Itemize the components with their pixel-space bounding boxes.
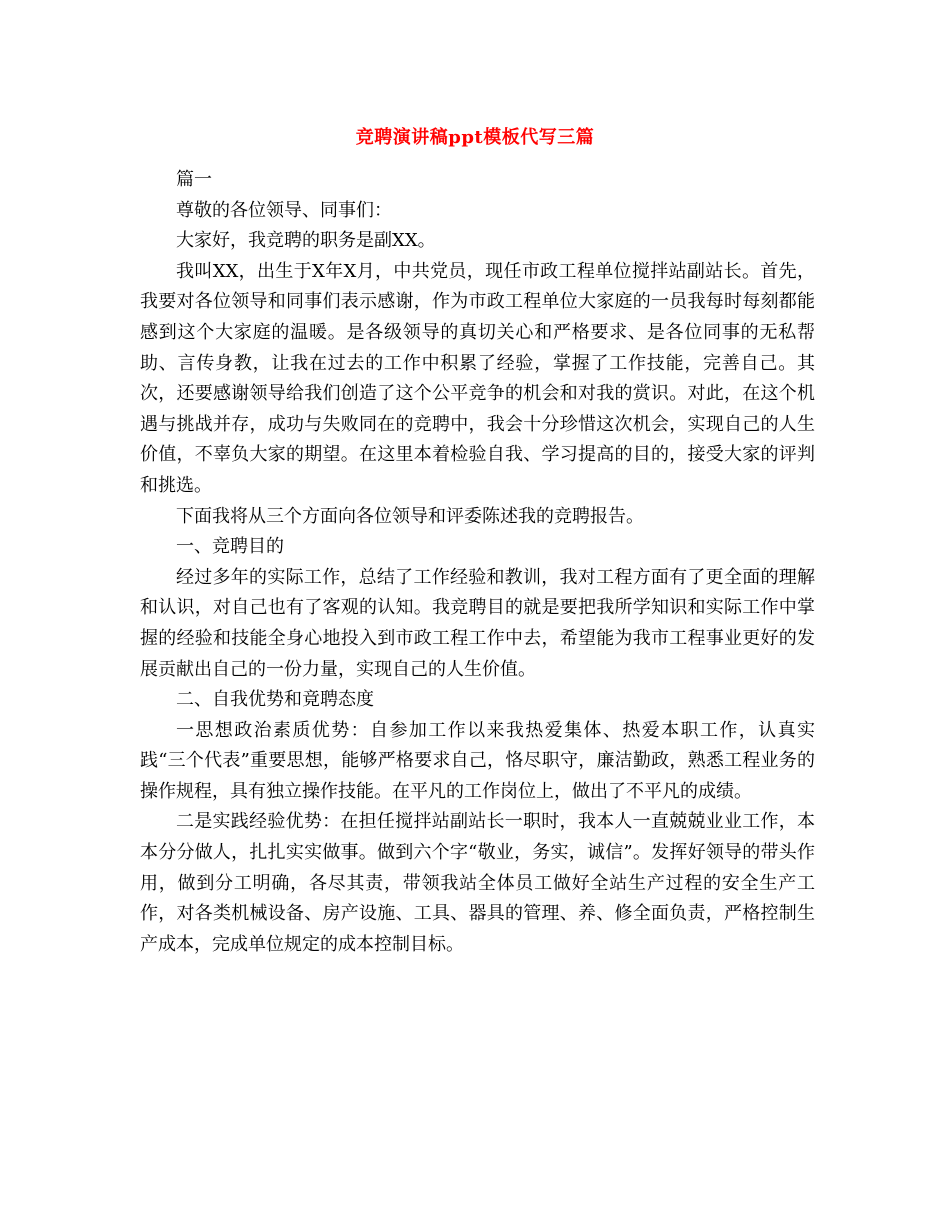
greeting-paragraph: 大家好，我竞聘的职务是副XX。 (176, 230, 436, 252)
section-heading-part-one: 篇一 (176, 169, 212, 190)
salutation: 尊敬的各位领导、同事们： (176, 199, 392, 221)
section-heading-purpose: 一、竞聘目的 (176, 536, 284, 558)
document-title: 竞聘演讲稿ppt模板代写三篇 (355, 127, 595, 148)
practical-experience-paragraph: 二是实践经验优势：在担任搅拌站副站长一职时，我本人一直兢兢业业工作，本本分分做人，扎扎实实做事。做到六个字“敬业，务实，诚信”。发挥好领导的带头作用，做到分工明确，各尽其责，带领我站全体员工做好全站生产过程的安全生产工作，对各类机械设备、房产设施、工具、器具的管理、养、修全面负责，严格控制生产成本，完成单位规定的成本控制目标。 (140, 811, 815, 955)
section-heading-advantages: 二、自我优势和竟聘态度 (176, 689, 374, 711)
self-introduction-paragraph: 我叫XX，出生于X年X月，中共党员，现任市政工程单位搅拌站副站长。首先，我要对各位领导和同事们表示感谢，作为市政工程单位大家庭的一员我每时每刻都能感到这个大家庭的温暖。是各级领导的真切关心和严格要求、是各位同事的无私帮助、言传身教，让我在过去的工作中积累了经验，掌握了工作技能，完善自己。其次，还要感谢领导给我们创造了这个公平竞争的机会和对我的赏识。对此，在这个机遇与挑战并存，成功与失败同在的竞聘中，我会十分珍惜这次机会，实现自己的人生价值，不辜负大家的期望。在这里本着检验自我、学习提高的目的，接受大家的评判和挑选。 (140, 260, 815, 496)
purpose-paragraph: 经过多年的实际工作，总结了工作经验和教训，我对工程方面有了更全面的理解和认识，对自己也有了客观的认知。我竞聘目的就是要把我所学知识和实际工作中掌握的经验和技能全身心地投入到市政工程工作中去，希望能为我市工程事业更好的发展贡献出自己的一份力量，实现自己的人生价值。 (140, 566, 815, 680)
political-quality-paragraph: 一思想政治素质优势：自参加工作以来我热爱集体、热爱本职工作，认真实践“三个代表”重要思想，能够严格要求自己，恪尽职守，廉洁勤政，熟悉工程业务的操作规程，具有独立操作技能。在平凡的工作岗位上，做出了不平凡的成绩。 (140, 719, 815, 802)
outline-paragraph: 下面我将从三个方面向各位领导和评委陈述我的竞聘报告。 (176, 505, 644, 527)
document-body (140, 165, 815, 960)
